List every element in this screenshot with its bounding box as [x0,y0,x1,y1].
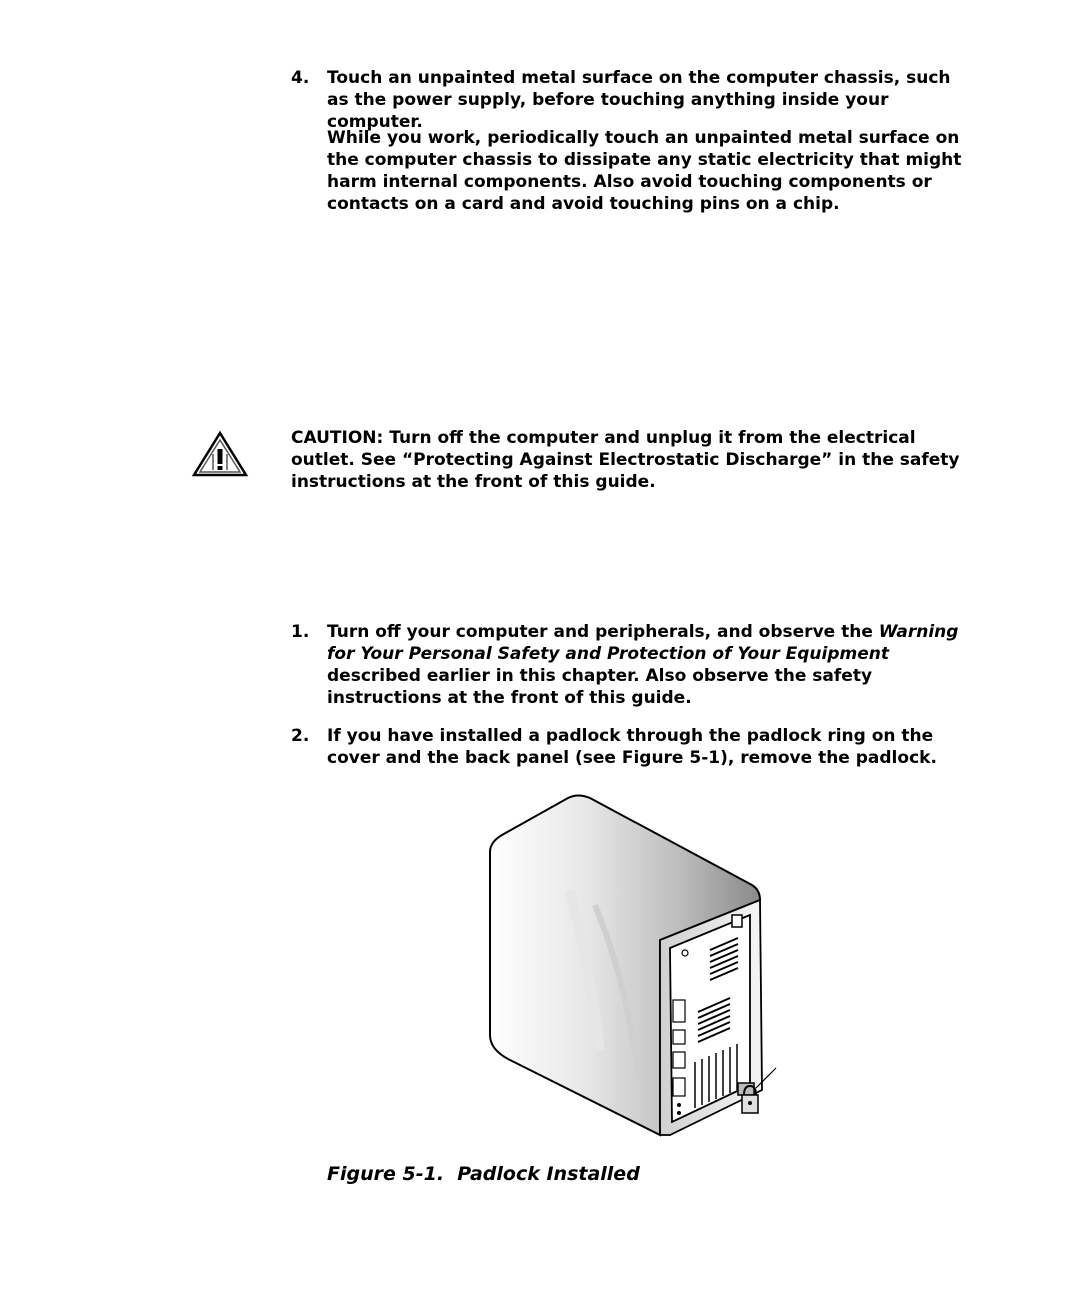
step-1-number: 1. [291,622,310,642]
step-4-text: Touch an unpainted metal surface on the computer chassis, such as the power supply, before touching anything inside your computer. [327,68,951,132]
step-1-text-before: Turn off your computer and peripherals, and observe the [327,622,879,642]
tower-computer-illustration [480,790,790,1140]
caution-text: CAUTION: Turn off the computer and unplug it from the electrical outlet. See “Protecting Against Electrostatic Discharge” in the safety instructions at the front of this guide. [291,428,960,492]
step-1-emphasis: Warning for Your Personal Safety and Protection of Your Equipment [327,622,959,664]
step-2-text: If you have installed a padlock through the padlock ring on the cover and the back panel (see Figure 5-1), remove the padlock. [327,726,937,768]
step-1-text [327,621,972,709]
caution-triangle-icon [191,430,249,478]
step-2-number: 2. [291,726,310,746]
step-4-number: 4. [291,68,310,88]
figure-caption: Figure 5-1. Padlock Installed [327,1163,640,1185]
step-1-text-after: described earlier in this chapter. Also observe the safety instructions at the front of this guide. [327,666,873,708]
step-4-note: While you work, periodically touch an unpainted metal surface on the computer chassis to dissipate any static electricity that might harm internal components. Also avoid touching components or contacts on a card and avoid touching pins on a chip. [327,128,962,214]
